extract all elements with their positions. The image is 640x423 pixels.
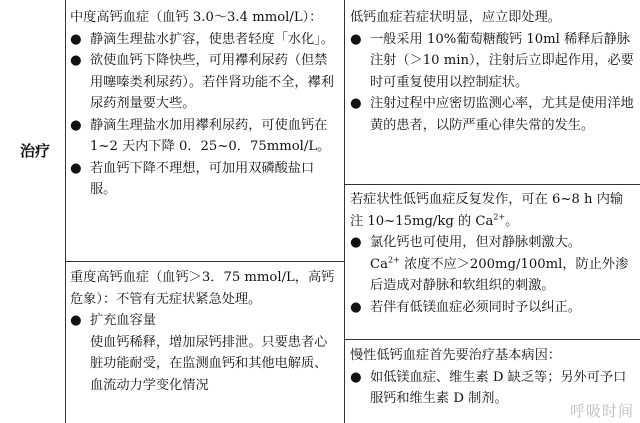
calcium-charge: 2+ <box>493 212 506 222</box>
chronic-title: 慢性低钙血症首先要治疗基本病因： <box>350 348 561 363</box>
chronic-bullet-text: 如低镁血症、维生素 D 缺乏等；另外可予口服钙和维生素 D 制剂。 <box>370 369 627 406</box>
row-divider-right-upper <box>345 184 640 185</box>
acute-hypocalcemia-cell <box>350 7 635 136</box>
hypo-acute-bullet-1 <box>350 29 635 94</box>
column-divider-middle <box>344 0 345 423</box>
recurrent-hypocalcemia-cell <box>350 189 635 318</box>
moderate-bullet-2 <box>70 50 340 115</box>
moderate-hypercalcemia-cell <box>70 7 340 201</box>
calcium-charge: 2+ <box>387 255 400 265</box>
bullet-dot: ● <box>350 96 362 111</box>
hypo-acute-title: 低钙血症若症状明显，应立即处理。 <box>350 10 561 25</box>
row-divider-right-lower <box>345 339 640 340</box>
bullet-dot: ● <box>70 160 82 176</box>
hypo-recurrent-bullet-1 <box>350 232 635 254</box>
bullet-dot: ● <box>70 117 82 133</box>
hypo-recurrent-bullet-1-text: 氯化钙也可使用，但对静脉刺激大。 <box>370 235 581 250</box>
moderate-bullet-1 <box>70 29 340 51</box>
moderate-bullet-4-text: 若血钙下降不理想，可加用双磷酸盐口服。 <box>90 160 315 197</box>
bullet-dot: ● <box>70 313 82 328</box>
row-divider-left <box>66 261 344 262</box>
calcium-symbol: Ca <box>370 256 388 272</box>
hypo-recurrent-title-text: 若症状性低钙血症反复发作，可在 6~8 h 内输注 10~15mg/kg 的 Ca <box>350 192 624 229</box>
hypo-acute-bullet-2-text: 注射过程中应密切监测心率，尤其是使用洋地黄的患者，以防严重心律失常的发生。 <box>370 96 634 133</box>
hypo-recurrent-title <box>350 189 635 232</box>
hypo-recurrent-body <box>350 254 635 297</box>
hypo-recurrent-title-end: 。 <box>505 213 519 229</box>
bullet-dot: ● <box>350 369 362 385</box>
severe-body: 使血钙稀释，增加尿钙排泄。只要患者心脏功能耐受，在监测血钙和其他电解质、血流动力学变化情况 <box>90 334 328 393</box>
column-divider-left <box>65 0 66 423</box>
moderate-bullet-3 <box>70 115 340 158</box>
watermark: 呼吸时间 <box>569 402 634 420</box>
severe-bullet-text: 扩充血容量 <box>90 313 156 328</box>
bullet-dot: ● <box>70 53 82 68</box>
severe-title: 重度高钙血症（血钙＞3．75 mmol/L，高钙危象）：不管有无症状紧急处理。 <box>70 270 335 307</box>
bullet-dot: ● <box>70 31 82 47</box>
severe-bullet <box>70 310 340 332</box>
moderate-title: 中度高钙血症（血钙 3.0～3.4 mmol/L）： <box>70 10 323 25</box>
severe-hypercalcemia-cell <box>70 267 340 396</box>
hypo-acute-bullet-2 <box>350 93 635 136</box>
row-label: 治疗 <box>19 142 50 160</box>
bullet-dot: ● <box>350 235 362 250</box>
bullet-dot: ● <box>350 31 362 47</box>
moderate-bullet-2-text: 欲使血钙下降快些，可用襻利尿药（但禁用噻嗪类利尿药）。若伴肾功能不全，襻利尿药剂量要大些。 <box>90 53 334 111</box>
hypo-recurrent-bullet-2-text: 若伴有低镁血症必须同时予以纠正。 <box>370 299 581 315</box>
bullet-dot: ● <box>350 299 362 315</box>
hypo-acute-bullet-1-text: 一般采用 10%葡萄糖酸钙 10ml 稀释后静脉注射（＞10 min），注射后立即起作用，必要时可重复使用以控制症状。 <box>370 31 634 90</box>
hypo-recurrent-body-text: 浓度不应＞200mg/100ml，防止外渗后造成对静脉和软组织的刺激。 <box>370 256 629 293</box>
moderate-bullet-4 <box>70 158 340 201</box>
moderate-bullet-1-text: 静滴生理盐水扩容，使患者轻度「水化」。 <box>90 31 334 47</box>
hypo-recurrent-bullet-2 <box>350 297 635 319</box>
moderate-bullet-3-text: 静滴生理盐水加用襻利尿药，可使血钙在 1~2 天内下降 0．25~0．75mmol/L。 <box>90 117 331 154</box>
